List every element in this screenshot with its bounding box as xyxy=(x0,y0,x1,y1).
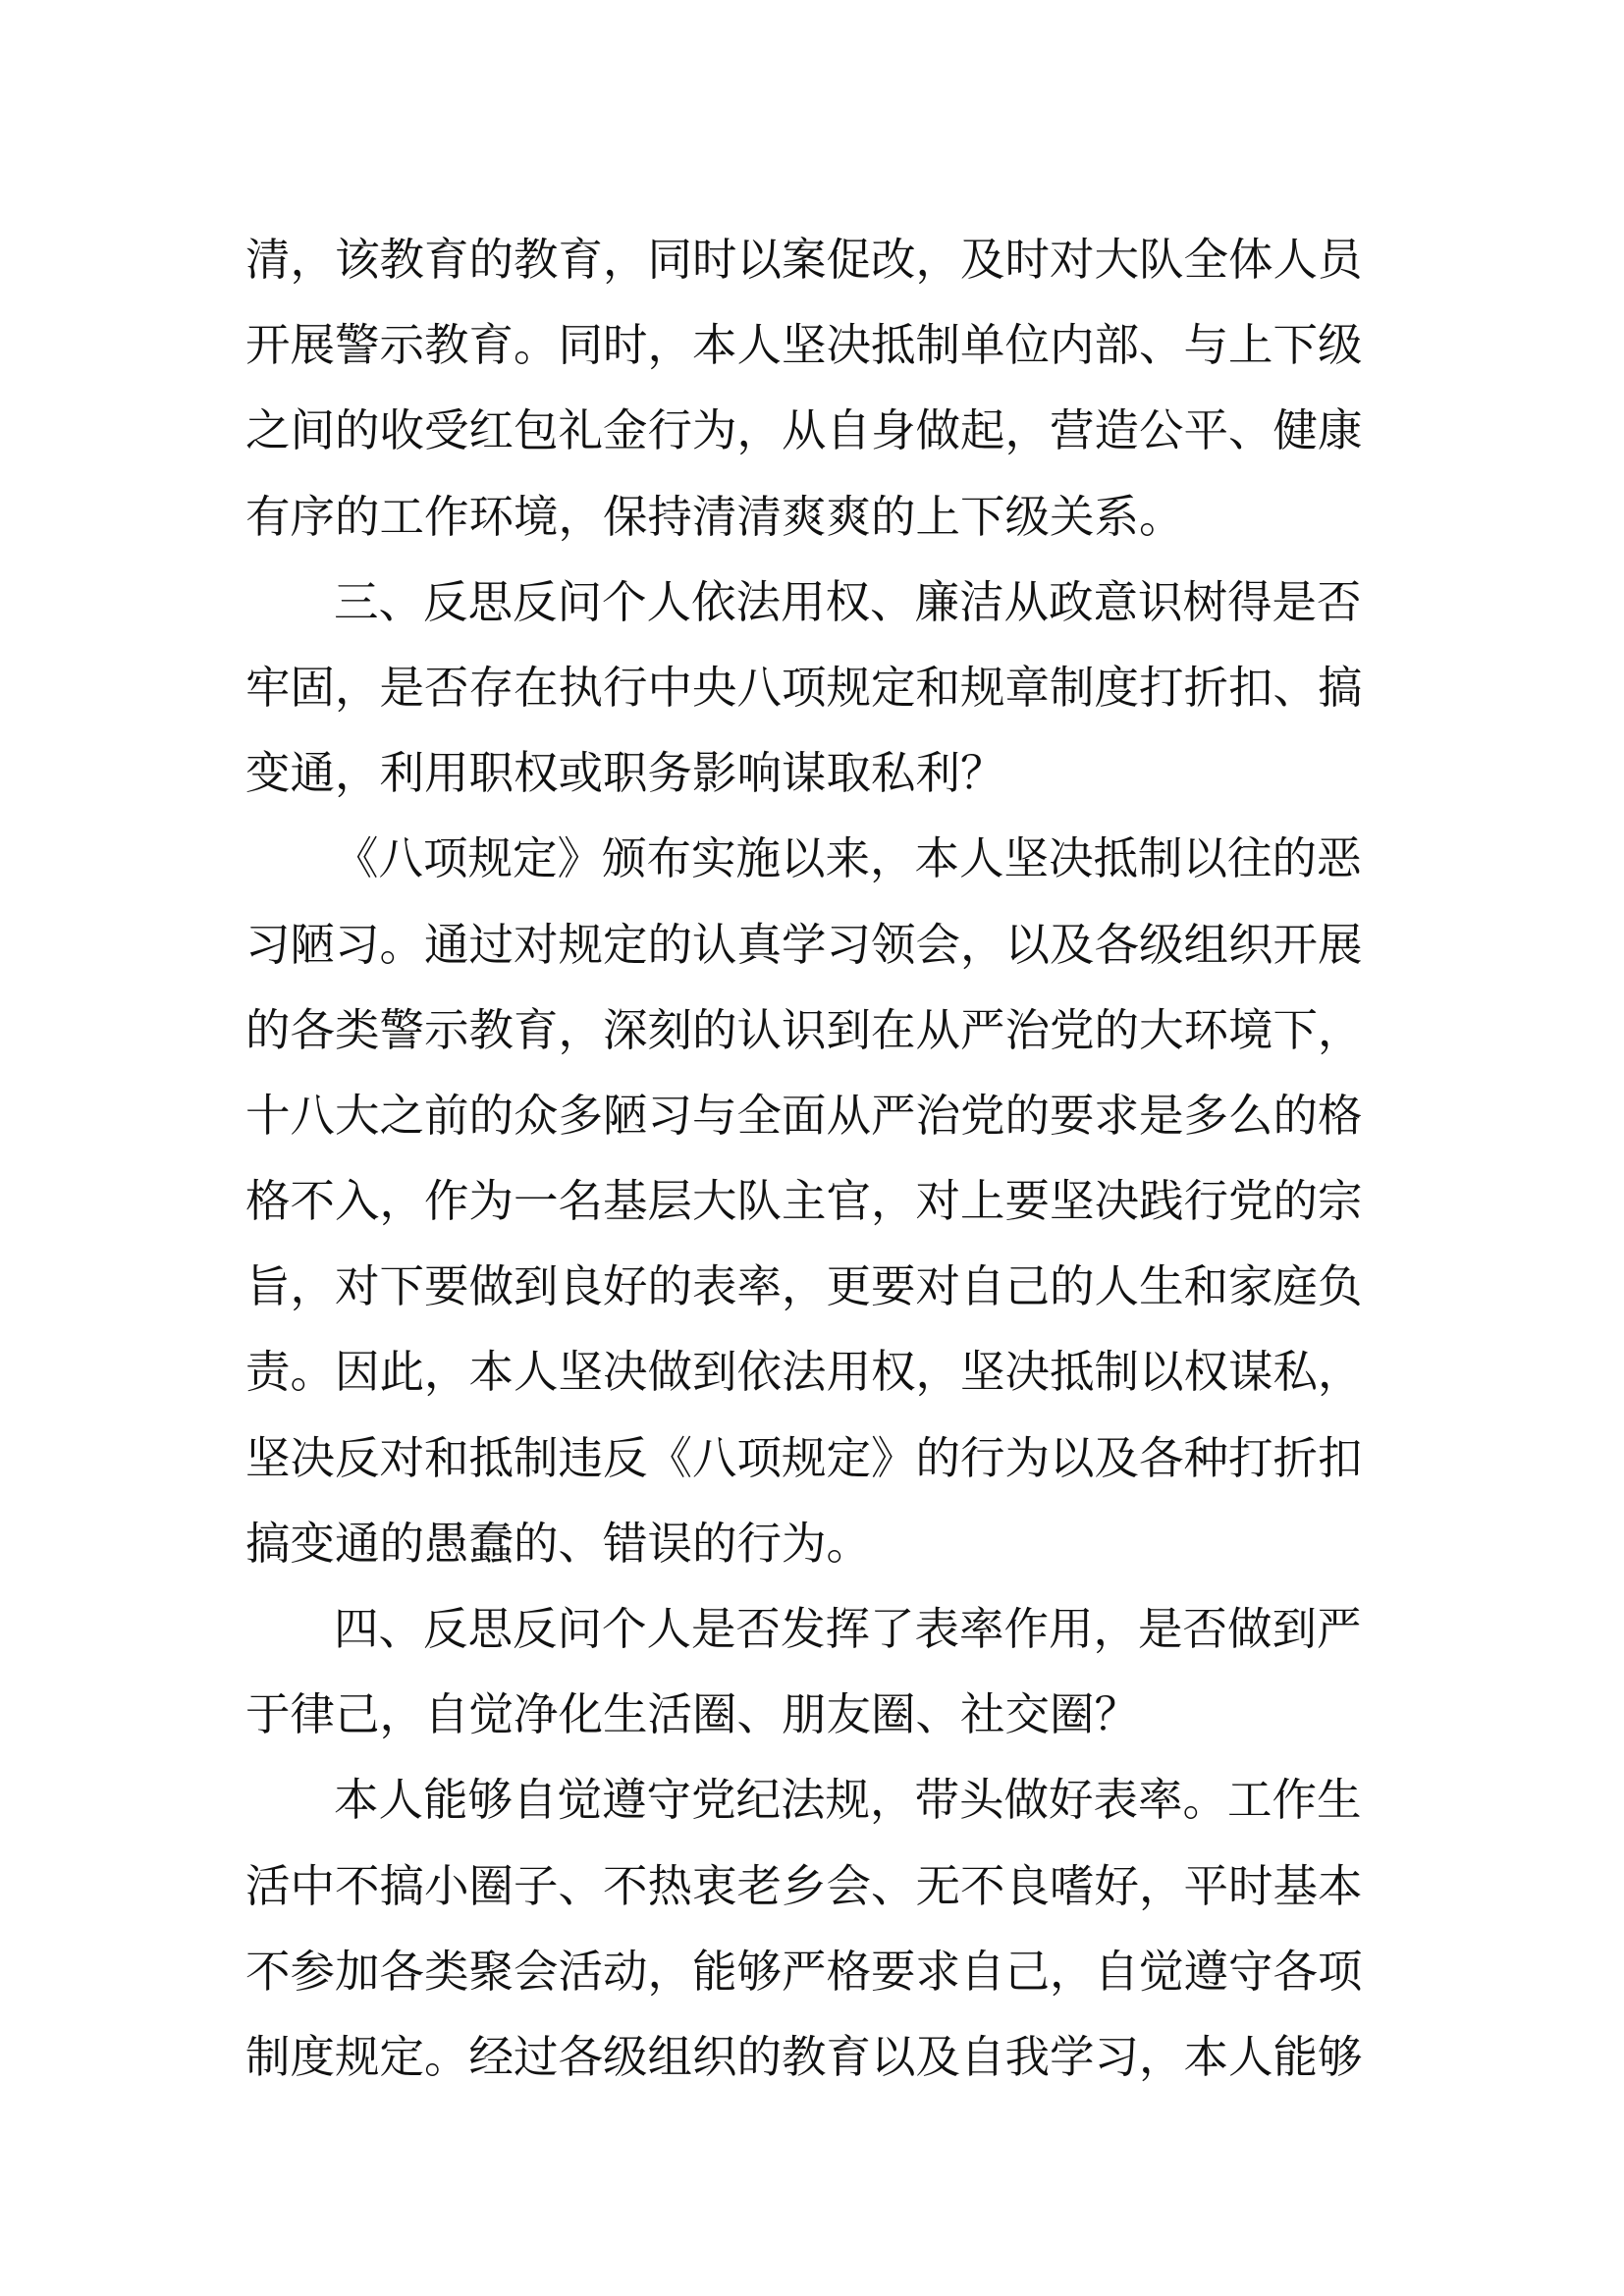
text-line: 责。因此，本人坚决做到依法用权，坚决抵制以权谋私， xyxy=(245,1346,1363,1399)
section-heading-line: 牢固，是否存在执行中央八项规定和规章制度打折扣、搞 xyxy=(245,661,1363,714)
section-heading-line: 四、反思反问个人是否发挥了表率作用，是否做到严 xyxy=(334,1603,1362,1655)
text-line: 之间的收受红包礼金行为，从自身做起，营造公平、健康 xyxy=(245,404,1363,457)
text-line: 不参加各类聚会活动，能够严格要求自己，自觉遵守各项 xyxy=(245,1945,1363,1998)
text-line: 坚决反对和抵制违反《八项规定》的行为以及各种打折扣 xyxy=(245,1431,1363,1484)
section-heading-line: 于律己，自觉净化生活圈、朋友圈、社交圈？ xyxy=(245,1688,1140,1741)
text-line: 制度规定。经过各级组织的教育以及自我学习，本人能够 xyxy=(245,2030,1363,2083)
text-line: 清，该教育的教育，同时以案促改，及时对大队全体人员 xyxy=(245,234,1363,286)
text-line: 旨，对下要做到良好的表率，更要对自己的人生和家庭负 xyxy=(245,1260,1363,1313)
section-heading-line: 三、反思反问个人依法用权、廉洁从政意识树得是否 xyxy=(334,575,1362,628)
text-line: 开展警示教育。同时，本人坚决抵制单位内部、与上下级 xyxy=(245,319,1363,372)
text-line: 的各类警示教育，深刻的认识到在从严治党的大环境下， xyxy=(245,1003,1363,1056)
text-line: 格不入，作为一名基层大队主官，对上要坚决践行党的宗 xyxy=(245,1175,1363,1228)
text-line: 习陋习。通过对规定的认真学习领会，以及各级组织开展 xyxy=(245,918,1363,971)
text-line: 十八大之前的众多陋习与全面从严治党的要求是多么的格 xyxy=(245,1089,1363,1142)
text-line: 活中不搞小圈子、不热衷老乡会、无不良嗜好，平时基本 xyxy=(245,1859,1363,1912)
text-line: 本人能够自觉遵守党纪法规，带头做好表率。工作生 xyxy=(334,1774,1362,1827)
section-heading-line: 变通，利用职权或职务影响谋取私利？ xyxy=(245,747,1005,800)
text-line: 《八项规定》颁布实施以来，本人坚决抵制以往的恶 xyxy=(334,832,1362,885)
text-line: 有序的工作环境，保持清清爽爽的上下级关系。 xyxy=(245,490,1184,543)
text-line: 搞变通的愚蠢的、错误的行为。 xyxy=(245,1517,872,1570)
body-text xyxy=(245,217,1394,2100)
